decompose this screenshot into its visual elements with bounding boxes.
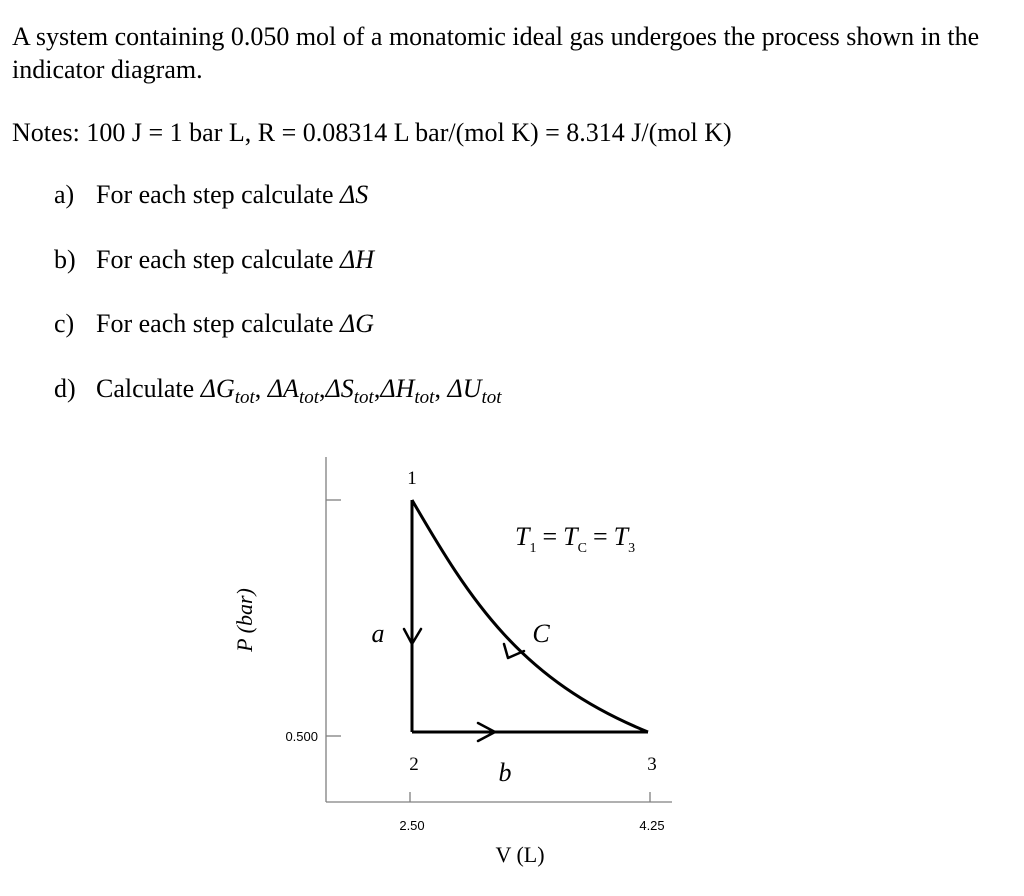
point-label-2: 2 [409,754,419,775]
x-tick-label-250: 2.50 [399,818,425,833]
question-symbol: ΔS [340,180,369,209]
question-text: For each step calculate [96,180,340,209]
question-label: c) [54,309,75,338]
term-sep: , [373,374,381,403]
problem-notes: Notes: 100 J = 1 bar L, R = 0.08314 L bar/(mol K) = 8.314 J/(mol K) [12,118,732,147]
term-delta-h-tot: ΔH [380,374,415,403]
question-symbol: ΔH [340,245,375,274]
step-label-c: C [532,619,550,648]
eq-sub-c: C [577,541,587,556]
term-sub: tot [298,387,320,408]
term-sep: , [254,374,268,403]
y-tick-label: 0.500 [285,729,318,744]
term-sep: , [319,374,326,403]
term-delta-u-tot: ΔU [447,374,482,403]
question-label: d) [54,374,76,403]
term-delta-s-tot: ΔS [325,374,354,403]
point-label-1: 1 [407,468,417,489]
eq-t1: T [515,522,530,551]
question-text: For each step calculate [96,245,340,274]
process-paths [412,500,648,732]
y-axis-label: P (bar) [232,588,257,652]
problem-intro: A system containing 0.050 mol of a monatomic ideal gas undergoes the process shown in the indicator diagram. [12,22,980,84]
direction-arrows [404,629,524,741]
term-sub: tot [353,387,374,408]
eq-sub-1: 1 [529,541,537,556]
step-label-a: a [371,619,385,648]
term-sub: tot [234,387,255,408]
eq-tc: T [563,522,578,551]
x-axis-label: V (L) [495,842,545,867]
question-symbol: ΔG [340,309,375,338]
isotherm-equation: $T_1 = T_C = T_3$ [515,522,636,556]
step-label-b: b [498,758,512,787]
term-sub: tot [414,387,435,408]
question-label: b) [54,245,76,274]
term-sep: , [434,374,448,403]
point-label-3: 3 [647,754,657,775]
question-text: Calculate [96,374,201,403]
term-sub: tot [481,387,502,408]
x-tick-label-425: 4.25 [639,818,665,833]
term-delta-a-tot: ΔA [267,374,299,403]
question-text: For each step calculate [96,309,340,338]
term-delta-g-tot: ΔG [200,374,235,403]
eq-sub-3: 3 [628,541,636,556]
question-label: a) [54,180,75,209]
eq-t3: T [613,522,629,551]
step-c-path [412,500,648,732]
